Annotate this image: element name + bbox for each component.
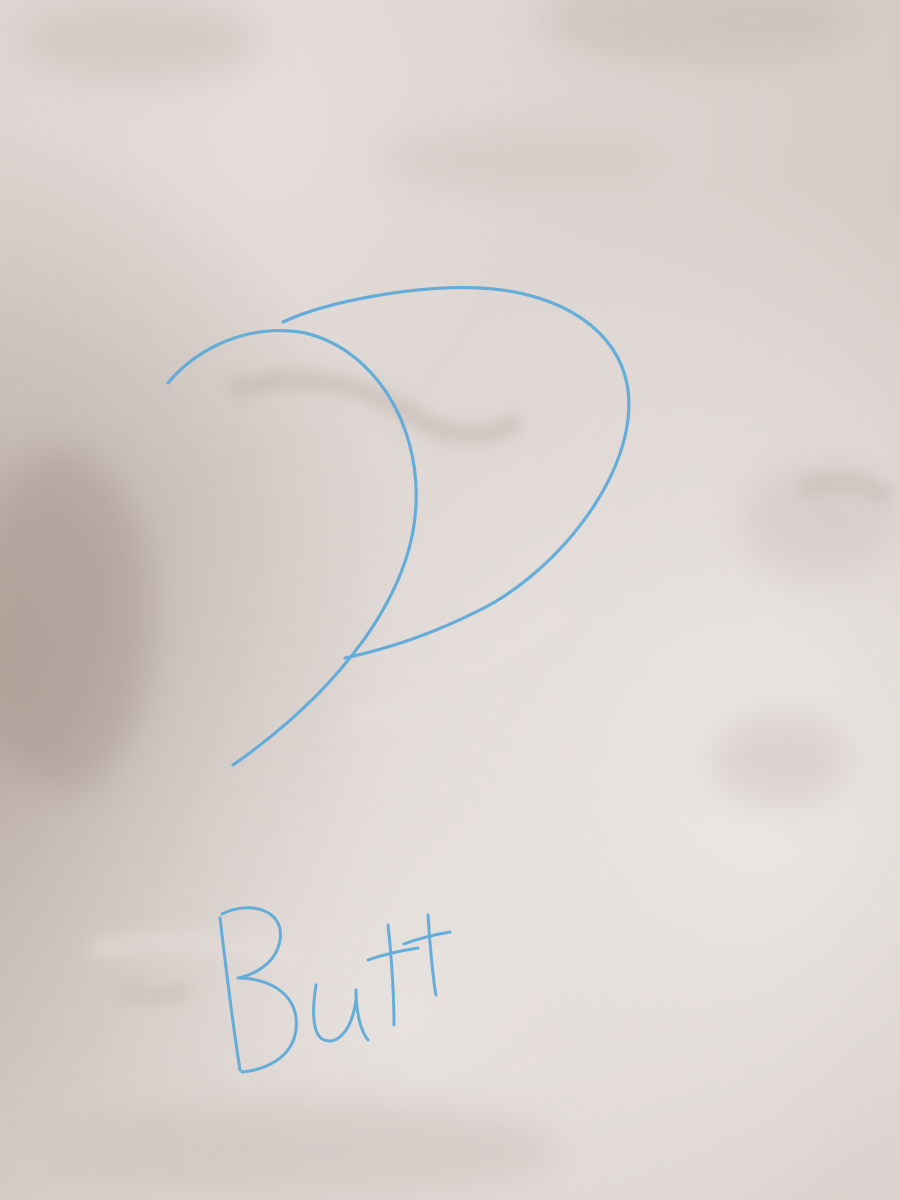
caption-text: Butt <box>229 952 441 1069</box>
